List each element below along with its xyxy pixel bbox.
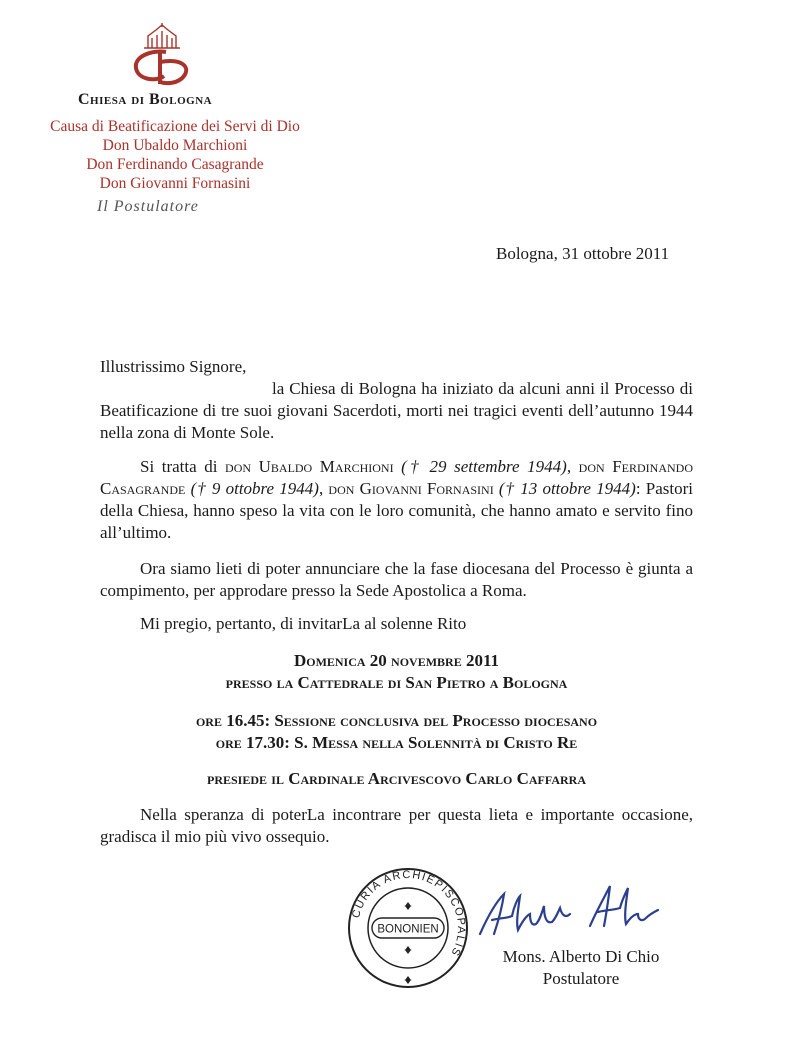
event-schedule-block: [100, 710, 693, 754]
paragraph-invitation: Mi pregio, pertanto, di invitarLa al solenne Rito: [140, 614, 467, 633]
seal-cross-icon-top: [404, 902, 412, 910]
paragraph-closing-text: Nella speranza di poterLa incontrare per questa lieta e importante occasione, gradisca il mio più vivo ossequio.: [100, 805, 693, 846]
priest-name-3: don Giovanni Fornasini: [328, 479, 494, 498]
event-date-block: [100, 650, 693, 694]
paragraph-intro-text: la Chiesa di Bologna ha iniziato da alcuni anni il Processo di Beatificazione di tre suoi giovani Sacerdoti, morti nei tragici eventi dell’autunno 1944 nella zona di Monte Sole.: [100, 379, 693, 442]
paragraph-announcement: [100, 558, 693, 602]
paragraph-priests: [100, 456, 693, 544]
p2-text-2: ,: [566, 457, 579, 476]
svg-text:CURIA ARCHIEPISCOPALIS: [350, 869, 467, 959]
salutation: Illustrissimo Signore,: [100, 357, 247, 376]
priest-death-3: († 13 ottobre 1944): [498, 479, 636, 498]
priest-death-1: († 29 settembre 1944): [401, 457, 567, 476]
priest-death-2: († 9 ottobre 1944): [190, 479, 319, 498]
seal-ring-text: CURIA ARCHIEPISCOPALIS: [350, 868, 468, 959]
event-mass-time: ore 17.30: S. Messa nella Solennità di Cristo Re: [215, 733, 578, 752]
paragraph-intro: [100, 378, 693, 444]
event-date: Domenica 20 novembre 2011: [293, 651, 500, 670]
letter-date: Bologna, 31 ottobre 2011: [496, 244, 670, 263]
handwritten-signature: [474, 876, 674, 946]
seal-cross-icon-ring: [404, 976, 412, 984]
signer-title: Postulatore: [542, 969, 620, 988]
signer-block: [476, 946, 686, 990]
seal-center-text: BONONIEN: [377, 923, 439, 936]
event-session-time: ore 16.45: Sessione conclusiva del Processo diocesano: [195, 711, 598, 730]
p2-text-1: Si tratta di: [140, 457, 226, 476]
event-presider: presiede il Cardinale Arcivescovo Carlo Caffarra: [207, 769, 586, 788]
paragraph-closing: [100, 804, 693, 848]
archdiocese-seal: [346, 866, 470, 990]
postulator-role-script: Il Postulatore: [97, 198, 199, 215]
priest-name-2: don Ferdinando Casagrande: [100, 457, 694, 498]
priest-name-1: don Ubaldo Marchioni: [225, 457, 394, 476]
p2-text-4: : Pastori della Chiesa, hanno speso la vita con le loro comunità, che hanno amato e servito fino all’ultimo.: [100, 479, 693, 542]
beatification-cause-block: [40, 117, 310, 193]
seal-cross-icon-bottom: [404, 946, 412, 954]
paragraph-announcement-text: Ora siamo lieti di poter annunciare che la fase diocesana del Processo è giunta a compimento, per approdare presso la Sede Apostolica a Roma.: [100, 559, 693, 600]
cause-title: Causa di Beatificazione dei Servi di Dio: [50, 118, 300, 135]
p2-text-3: ,: [318, 479, 329, 498]
cause-servant-2: Don Ferdinando Casagrande: [86, 156, 264, 173]
organization-name: Chiesa di Bologna: [78, 91, 213, 108]
signer-name: Mons. Alberto Di Chio: [502, 947, 660, 966]
event-location: presso la Cattedrale di San Pietro a Bologna: [225, 673, 568, 692]
cause-servant-1: Don Ubaldo Marchioni: [102, 137, 248, 154]
diocese-logo: [126, 22, 198, 88]
cause-servant-3: Don Giovanni Fornasini: [99, 175, 251, 192]
